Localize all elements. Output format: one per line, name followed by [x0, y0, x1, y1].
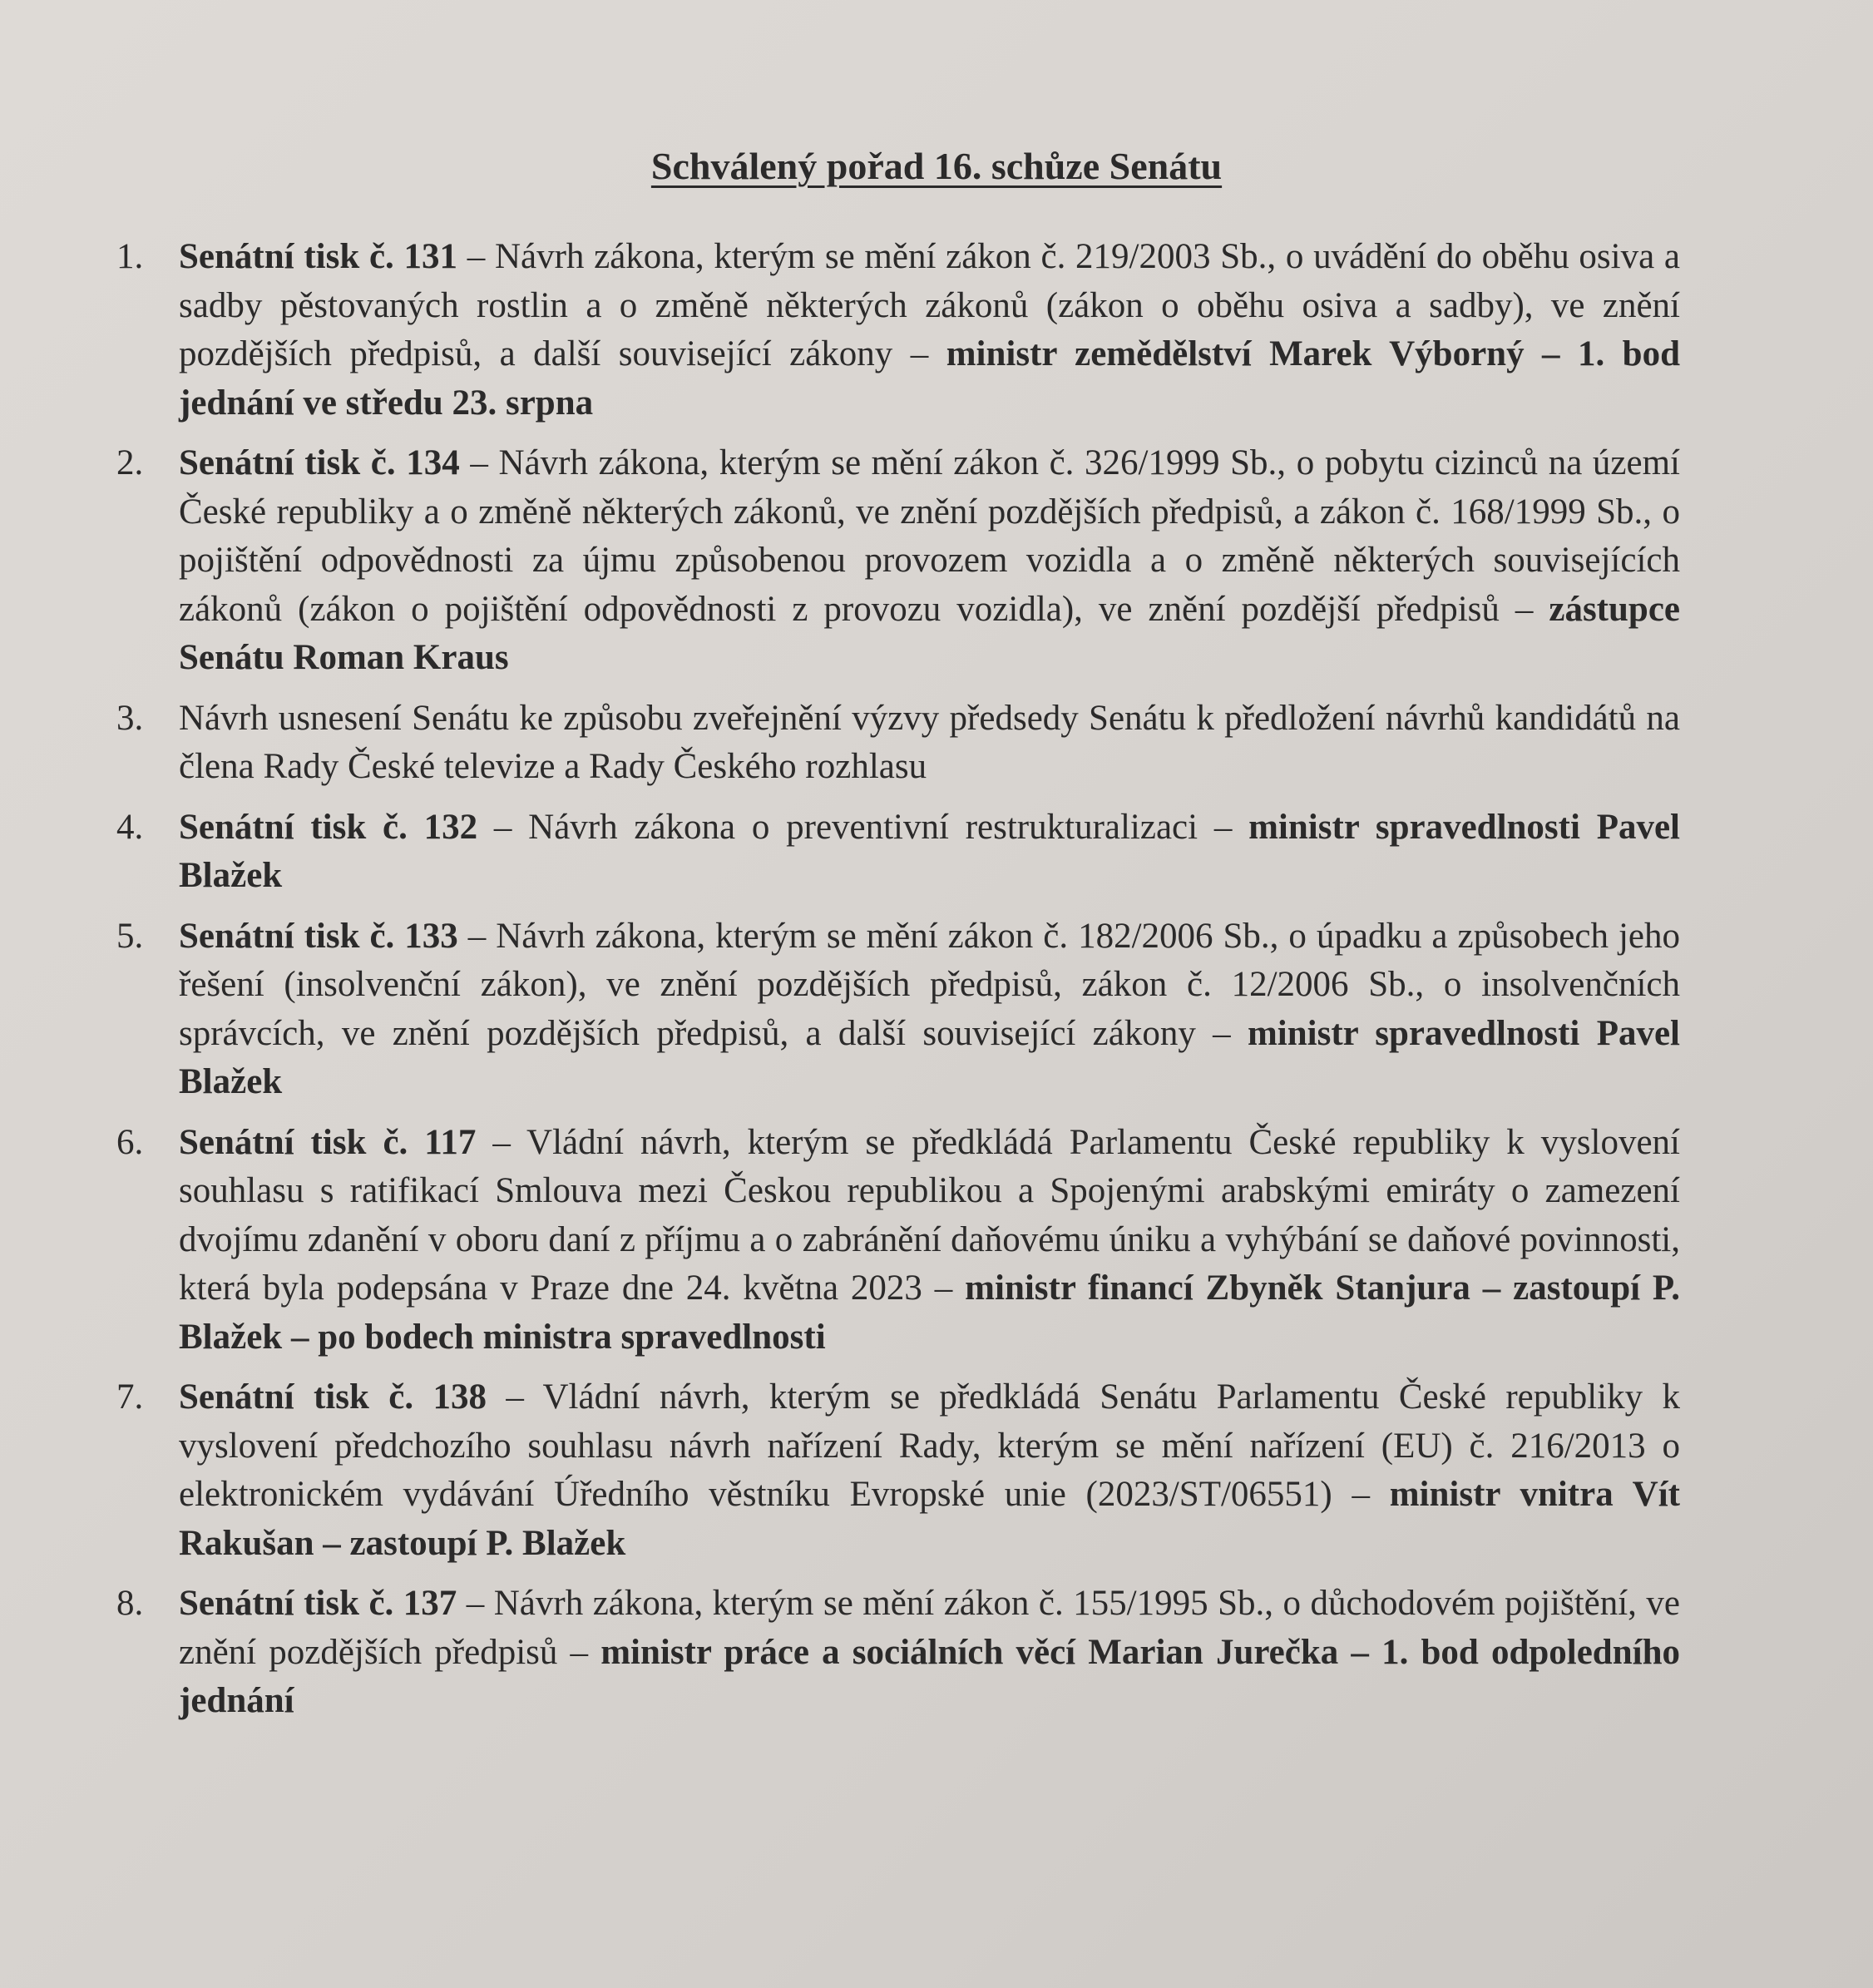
- item-text: Návrh usnesení Senátu ke způsobu zveřejnění výzvy předsedy Senátu k předložení návrhů kandidátů na člena Rady České televize a Rady Českého rozhlasu: [179, 698, 1680, 786]
- item-text: – Návrh zákona, kterým se mění zákon č. 219/2003 Sb., o uvádění do oběhu osiva a sadby pěstovaných rostlin a o změně některých zákonů (zákon o oběhu osiva a sadby), ve znění pozdějších předpisů, a další související zákony –: [179, 237, 1680, 373]
- item-text: – Návrh zákona, kterým se mění zákon č. 155/1995 Sb., o důchodovém pojištění, ve znění pozdějších předpisů –: [179, 1584, 1680, 1672]
- item-number: 7.: [116, 1377, 144, 1417]
- item-text: – Vládní návrh, kterým se předkládá Senátu Parlamentu České republiky k vyslovení předchozího souhlasu návrh nařízení Rady, kterým se mění nařízení (EU) č. 216/2013 o elektronickém vydávání Úředního věstníku Evropské unie (2023/ST/06551) –: [179, 1377, 1680, 1514]
- agenda-item-2: [91, 439, 1680, 683]
- agenda-item-6: [91, 1119, 1680, 1362]
- item-number: 1.: [116, 237, 144, 276]
- agenda-item-4: [91, 804, 1680, 901]
- item-lead: Senátní tisk č. 117: [179, 1122, 477, 1162]
- item-presenter: ministr zemědělství Marek Výborný – 1. bod jednání ve středu 23. srpna: [179, 334, 1680, 423]
- document-title: [0, 143, 1873, 190]
- agenda-item-1: [91, 233, 1680, 428]
- item-text: – Návrh zákona, kterým se mění zákon č. 326/1999 Sb., o pobytu cizinců na území České republiky a o změně některých zákonů, ve znění pozdějších předpisů, a zákon č. 168/1999 Sb., o pojištění odpovědnosti za újmu způsobenou provozem vozidla a o změně některých souvisejících zákonů (zákon o pojištění odpovědnosti z provozu vozidla), ve znění pozdější předpisů –: [179, 443, 1680, 629]
- item-number: 4.: [116, 807, 144, 847]
- agenda-item-5: [91, 912, 1680, 1107]
- agenda-item-8: [91, 1580, 1680, 1726]
- title-text: Schválený pořad 16. schůze Senátu: [650, 145, 1223, 187]
- item-presenter: ministr spravedlnosti Pavel Blažek: [179, 807, 1680, 895]
- item-text: – Vládní návrh, kterým se předkládá Parlamentu České republiky k vyslovení souhlasu s ratifikací Smlouva mezi Českou republikou a Spojenými arabskými emiráty o zamezení dvojímu zdanění v oboru daní z příjmu a o zabránění daňovému úniku a vyhýbání se daňové povinnosti, která byla podepsána v Praze dne 24. května 2023 –: [179, 1122, 1680, 1308]
- item-presenter: ministr spravedlnosti Pavel Blažek: [179, 1013, 1680, 1101]
- item-number: 5.: [116, 916, 144, 956]
- item-number: 2.: [116, 443, 144, 482]
- item-presenter: ministr práce a sociálních věcí Marian Jurečka – 1. bod odpoledního jednání: [179, 1632, 1680, 1720]
- item-lead: Senátní tisk č. 132: [179, 807, 478, 847]
- item-text: – Návrh zákona o preventivní restrukturalizaci –: [477, 807, 1249, 847]
- item-lead: Senátní tisk č. 131: [179, 237, 458, 276]
- agenda-item-7: [91, 1373, 1680, 1568]
- item-number: 6.: [116, 1122, 144, 1162]
- item-presenter: ministr vnitra Vít Rakušan – zastoupí P. Blažek: [179, 1475, 1680, 1563]
- item-lead: Senátní tisk č. 133: [179, 916, 458, 956]
- item-number: 3.: [116, 698, 144, 738]
- item-presenter: zástupce Senátu Roman Kraus: [179, 589, 1680, 677]
- item-presenter: ministr financí Zbyněk Stanjura – zastoupí P. Blažek – po bodech ministra spravedlnosti: [179, 1268, 1681, 1357]
- agenda-list: [91, 233, 1680, 1738]
- item-number: 8.: [116, 1584, 144, 1623]
- agenda-item-3: [91, 695, 1680, 792]
- item-lead: Senátní tisk č. 138: [179, 1377, 487, 1417]
- item-text: – Návrh zákona, kterým se mění zákon č. 182/2006 Sb., o úpadku a způsobech jeho řešení (insolvenční zákon), ve znění pozdějších předpisů, zákon č. 12/2006 Sb., o insolvenčních správcích, ve znění pozdějších předpisů, a další související zákony –: [179, 916, 1680, 1053]
- item-lead: Senátní tisk č. 137: [179, 1584, 457, 1623]
- item-lead: Senátní tisk č. 134: [179, 443, 460, 482]
